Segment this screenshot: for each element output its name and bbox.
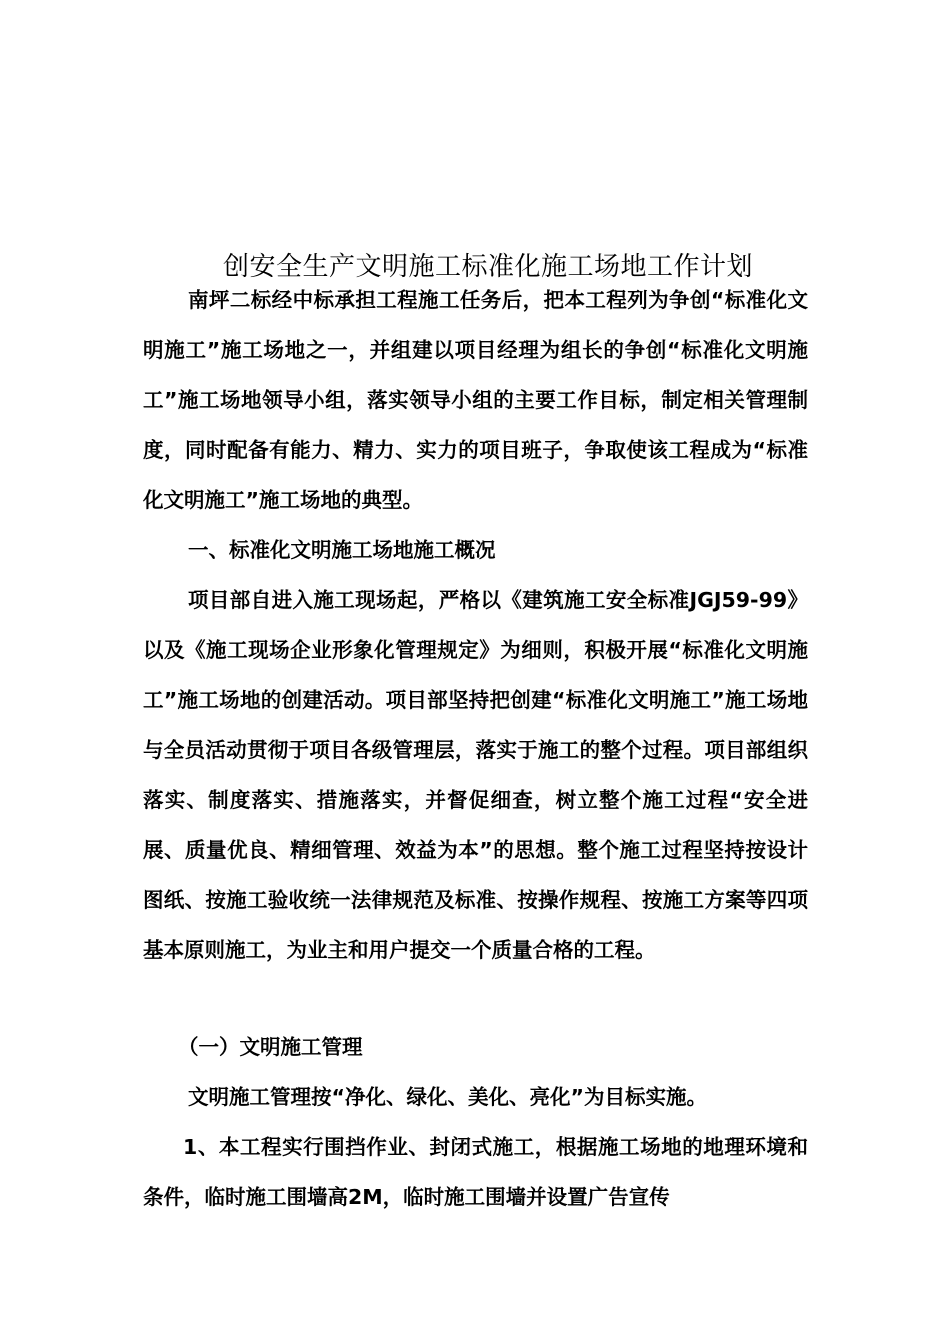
document-title: 创安全生产文明施工标准化施工场地工作计划 <box>222 252 753 283</box>
section1-body-block <box>143 575 808 975</box>
section1-heading-block <box>143 525 808 575</box>
item1-paragraph: 1、本工程实行围挡作业、封闭式施工，根据施工场地的地理环境和条件，临时施工围墙高2M，临时施工围墙并设置广告宣传 <box>143 1135 808 1209</box>
subsection1-intro: 文明施工管理按“净化、绿化、美化、亮化”为目标实施。 <box>188 1085 707 1109</box>
subsection1-heading-block <box>143 1022 808 1072</box>
subsection1-intro-block <box>143 1072 808 1122</box>
intro-paragraph: 南坪二标经中标承担工程施工任务后，把本工程列为争创“标准化文明施工”施工场地之一，并组建以项目经理为组长的争创“标准化文明施工”施工场地领导小组，落实领导小组的主要工作目标，制定相关管理制度，同时配备有能力、精力、实力的项目班子，争取使该工程成为“标准化文明施工”施工场地的典型。 <box>143 288 808 512</box>
section1-paragraph: 项目部自进入施工现场起，严格以《建筑施工安全标准JGJ59-99》以及《施工现场企业形象化管理规定》为细则，积极开展“标准化文明施工”施工场地的创建活动。项目部坚持把创建“标准化文明施工”施工场地与全员活动贯彻于项目各级管理层，落实于施工的整个过程。项目部组织落实、制度落实、措施落实，并督促细查，树立整个施工过程“安全进展、质量优良、精细管理、效益为本”的思想。整个施工过程坚持按设计图纸、按施工验收统一法律规范及标准、按操作规程、按施工方案等四项基本原则施工，为业主和用户提交一个质量合格的工程。 <box>143 588 808 962</box>
item1-block <box>143 1122 808 1222</box>
intro-block <box>143 275 808 525</box>
subsection1-heading: （一）文明施工管理 <box>178 1035 363 1059</box>
section1-heading: 一、标准化文明施工场地施工概况 <box>188 538 496 562</box>
